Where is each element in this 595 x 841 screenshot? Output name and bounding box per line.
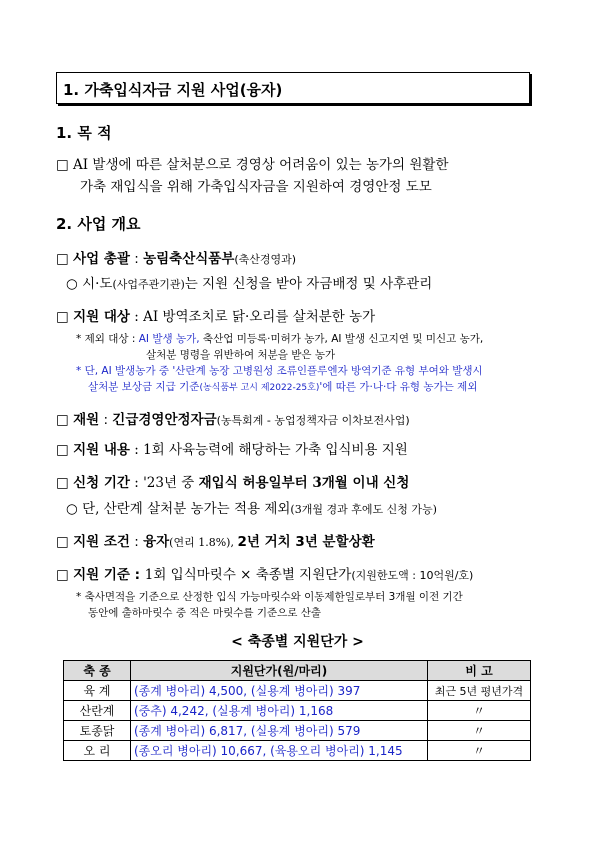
standard-line: [56, 563, 473, 583]
condition-loan: 융자: [143, 534, 170, 550]
table-title: < 축종별 지원단가 >: [231, 634, 364, 650]
checkbox-glyph: □: [56, 534, 69, 550]
exclusion-2b-b: (농식품부 고시 제2022-25호): [199, 383, 320, 393]
table-cell: 토종닭: [64, 721, 131, 741]
table-row: [64, 681, 531, 701]
table-header: 지원단가(원/마리): [131, 661, 428, 681]
condition-line: [56, 530, 375, 550]
circle-bullet: ○: [66, 276, 78, 292]
exclusion-note-2b: [88, 379, 477, 394]
table-header: 비 고: [428, 661, 531, 681]
agency-detail-c: 는 지원 신청을 받아 자금배정 및 사후관리: [184, 276, 433, 292]
period-detail-b: (3개월 경과 후에도 신청 가능): [290, 503, 437, 516]
table-row: [64, 741, 531, 761]
period-detail-a: 단, 산란계 살처분 농가는 적용 제외: [82, 501, 291, 517]
separator: :: [129, 534, 144, 550]
table-header-row: [64, 661, 531, 681]
period-label: 신청 기간: [73, 475, 130, 491]
table-cell: 산란계: [64, 701, 131, 721]
period-detail: [66, 497, 437, 517]
table-cell: 육 계: [64, 681, 131, 701]
table-cell: (종오리 병아리) 10,667, (육용오리 병아리) 1,145: [131, 741, 428, 761]
section-2-heading: 2. 사업 개요: [56, 215, 141, 233]
separator: :: [129, 251, 144, 267]
separator: :: [129, 567, 145, 583]
fund-line: [56, 408, 410, 428]
checkbox-glyph: □: [56, 412, 69, 428]
table-cell: (종계 병아리) 6,817, (실용계 병아리) 579: [131, 721, 428, 741]
table-cell: 최근 5년 평년가격: [428, 681, 531, 701]
agency-line: [56, 247, 296, 267]
table-cell: 〃: [428, 701, 531, 721]
standard-limit: (지원한도액 : 10억원/호): [351, 569, 474, 582]
agency-label: 사업 총괄: [73, 251, 130, 267]
table-cell: 오 리: [64, 741, 131, 761]
checkbox-glyph: □: [56, 475, 69, 491]
agency-detail: [66, 272, 432, 292]
exclusion-note-1: [76, 331, 483, 346]
standard-label: 지원 기준: [73, 567, 130, 583]
table-cell: 〃: [428, 721, 531, 741]
agency-value: 농림축산식품부: [143, 251, 235, 267]
fund-label: 재원: [73, 412, 100, 428]
fund-value: 긴급경영안정자금: [112, 412, 217, 428]
exclusion-prefix: * 제외 대상 :: [76, 333, 139, 345]
exclusion-note-2: * 단, AI 발생농가 중 '산란계 농장 고병원성 조류인플루엔자 방역기준 유형 부여와 발생시: [76, 365, 483, 377]
separator: :: [99, 412, 113, 428]
condition-rate: (연리 1.8%),: [169, 536, 238, 549]
table-cell: (종계 병아리) 4,500, (실용계 병아리) 397: [131, 681, 428, 701]
table-row: [64, 721, 531, 741]
exclusion-2b-a: 살처분 보상금 지급 기준: [88, 381, 200, 393]
exclusion-note-1b: 살처분 명령을 위반하여 처분을 받은 농가: [146, 349, 336, 361]
fund-sub: (농특회계 - 농업정책자금 이차보전사업): [216, 414, 410, 427]
purpose-line-2: 가축 재입식을 위해 가축입식자금을 지원하여 경영안정 도모: [80, 179, 432, 195]
agency-sub: (축산경영과): [234, 253, 297, 266]
exclusion-highlight: AI 발생 농가,: [138, 333, 200, 345]
content-value: : 1회 사육능력에 해당하는 가축 입식비용 지원: [129, 442, 408, 458]
table-cell: 〃: [428, 741, 531, 761]
table-row: [64, 701, 531, 721]
document-title: 1. 가축입식자금 지원 사업(융자): [63, 81, 283, 99]
table-header: 축 종: [64, 661, 131, 681]
period-a: : '23년 중: [129, 475, 199, 491]
agency-detail-a: 시·도: [82, 276, 113, 292]
checkbox-glyph: □: [56, 567, 69, 583]
checkbox-glyph: □: [56, 309, 69, 325]
target-line: [56, 305, 375, 325]
content-label: 지원 내용: [73, 442, 130, 458]
condition-repay: 2년 거치 3년 분할상환: [237, 534, 375, 550]
condition-label: 지원 조건: [73, 534, 130, 550]
table-cell: (중추) 4,242, (실용계 병아리) 1,168: [131, 701, 428, 721]
standard-note-1: * 축사면적을 기준으로 산정한 입식 가능마릿수와 이동제한일로부터 3개월 이전 기간: [76, 591, 463, 603]
exclusion-rest: 축산업 미등록·미허가 농가, AI 발생 신고지연 및 미신고 농가,: [199, 333, 484, 345]
exclusion-2b-c: '에 따른 가·나·다 유형 농가는 제외: [319, 381, 478, 393]
target-label: 지원 대상: [73, 309, 130, 325]
checkbox-glyph: □: [56, 442, 69, 458]
standard-note-2: 동안에 출하마릿수 중 적은 마릿수를 기준으로 산출: [88, 607, 322, 619]
purpose-line-1: □ AI 발생에 따른 살처분으로 경영상 어려움이 있는 농가의 원활한: [56, 157, 449, 173]
period-line: [56, 471, 409, 491]
unit-price-table: [63, 660, 531, 761]
circle-bullet: ○: [66, 501, 78, 517]
content-line: [56, 438, 408, 458]
agency-detail-b: (사업주관기관): [112, 278, 185, 291]
standard-formula: 1회 입식마릿수 × 축종별 지원단가: [144, 567, 352, 583]
period-b: 재입식 허용일부터 3개월 이내 신청: [198, 475, 410, 491]
section-1-heading: 1. 목 적: [56, 124, 112, 142]
title-box: [56, 72, 530, 104]
target-value: : AI 방역조치로 닭·오리를 살처분한 농가: [129, 309, 376, 325]
checkbox-glyph: □: [56, 251, 69, 267]
